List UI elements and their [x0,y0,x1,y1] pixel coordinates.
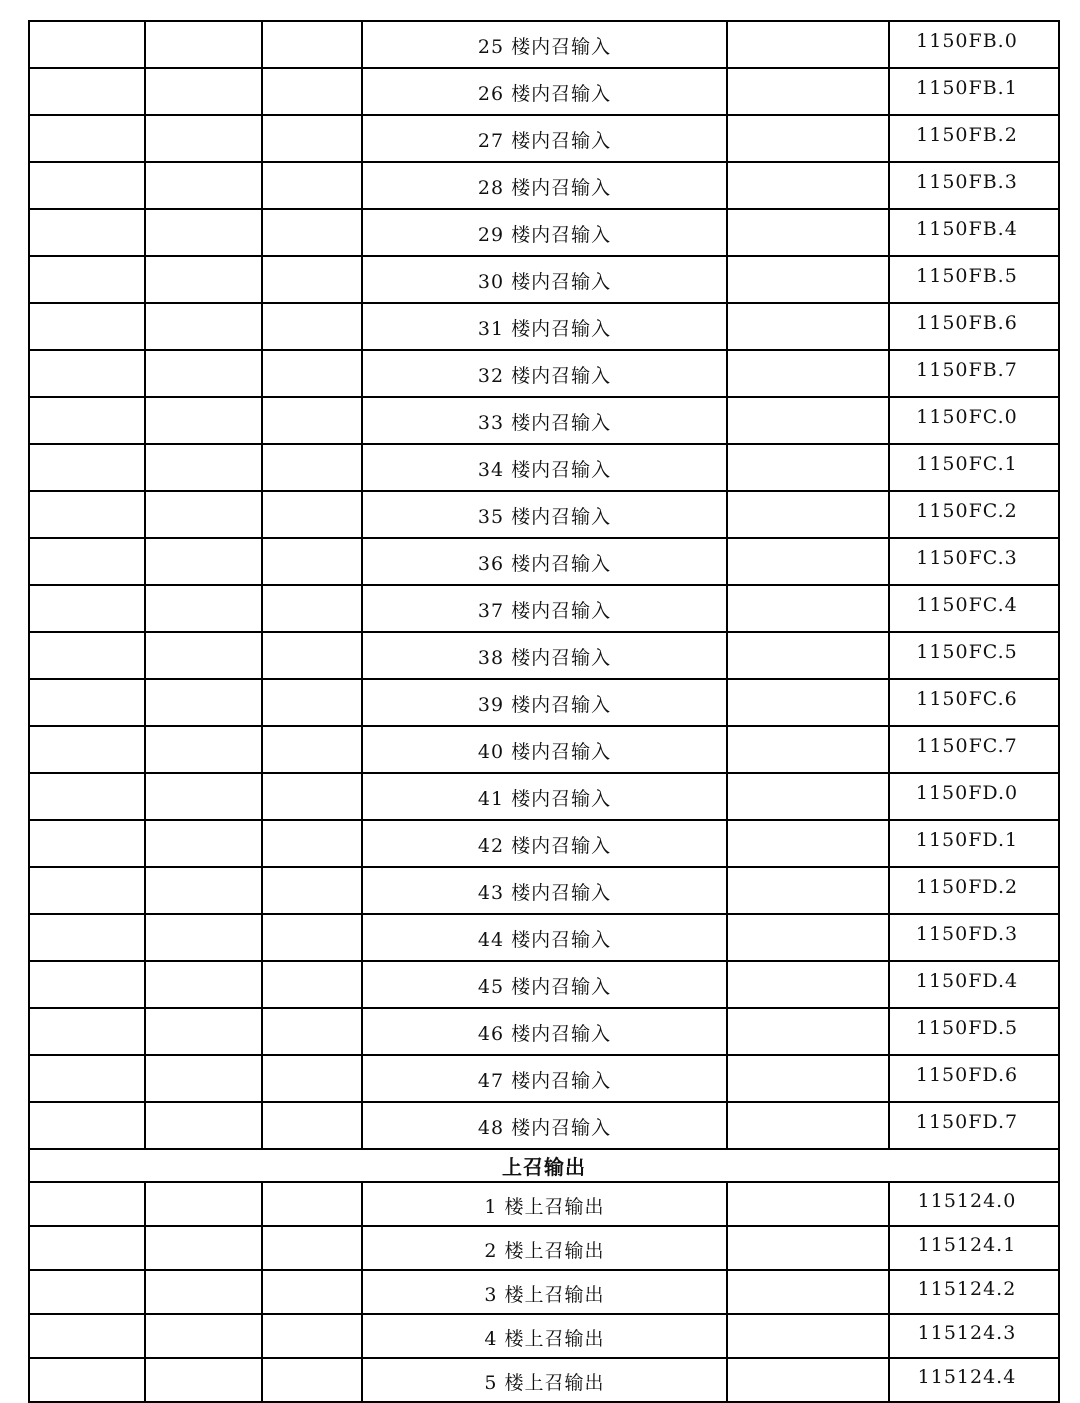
address-cell: 1150FD.5 [889,1008,1059,1055]
empty-cell [145,68,262,115]
address-cell: 1150FC.6 [889,679,1059,726]
signal-description-cell: 30 楼内召输入 [362,256,727,303]
empty-cell [145,773,262,820]
empty-cell [727,162,889,209]
address-cell: 1150FC.4 [889,585,1059,632]
empty-cell [727,679,889,726]
empty-cell [29,632,145,679]
empty-cell [727,1270,889,1314]
table-row [29,1358,1059,1402]
empty-cell [145,1102,262,1149]
table-row [29,1226,1059,1270]
table-row [29,162,1059,209]
table-row [29,820,1059,867]
signal-description-cell: 34 楼内召输入 [362,444,727,491]
empty-cell [262,867,362,914]
empty-cell [727,538,889,585]
address-cell: 1150FC.3 [889,538,1059,585]
empty-cell [145,1314,262,1358]
empty-cell [29,1055,145,1102]
empty-cell [145,632,262,679]
empty-cell [145,961,262,1008]
signal-description-cell: 38 楼内召输入 [362,632,727,679]
empty-cell [29,773,145,820]
empty-cell [262,773,362,820]
empty-cell [145,726,262,773]
address-cell: 1150FD.0 [889,773,1059,820]
empty-cell [262,538,362,585]
signal-description-cell: 5 楼上召输出 [362,1358,727,1402]
address-cell: 115124.0 [889,1182,1059,1226]
table-row [29,961,1059,1008]
empty-cell [727,773,889,820]
empty-cell [145,1358,262,1402]
address-cell: 1150FD.2 [889,867,1059,914]
empty-cell [262,726,362,773]
signal-description-cell: 31 楼内召输入 [362,303,727,350]
table-row [29,350,1059,397]
empty-cell [727,21,889,68]
empty-cell [145,1226,262,1270]
signal-description-cell: 36 楼内召输入 [362,538,727,585]
signal-description-cell: 41 楼内召输入 [362,773,727,820]
empty-cell [29,491,145,538]
empty-cell [145,1055,262,1102]
table-row [29,726,1059,773]
empty-cell [727,209,889,256]
empty-cell [145,303,262,350]
empty-cell [145,162,262,209]
empty-cell [29,538,145,585]
empty-cell [145,1182,262,1226]
empty-cell [262,491,362,538]
table-row [29,1314,1059,1358]
empty-cell [145,397,262,444]
empty-cell [262,444,362,491]
empty-cell [29,444,145,491]
section-header-row [29,1149,1059,1182]
empty-cell [262,115,362,162]
empty-cell [727,115,889,162]
signal-description-cell: 35 楼内召输入 [362,491,727,538]
empty-cell [29,256,145,303]
empty-cell [262,632,362,679]
address-cell: 1150FB.3 [889,162,1059,209]
table-row [29,115,1059,162]
table-row [29,397,1059,444]
empty-cell [262,1008,362,1055]
table-row [29,68,1059,115]
address-cell: 1150FB.6 [889,303,1059,350]
empty-cell [262,914,362,961]
empty-cell [262,820,362,867]
table-row [29,256,1059,303]
empty-cell [145,679,262,726]
empty-cell [262,1314,362,1358]
empty-cell [727,1314,889,1358]
signal-description-cell: 48 楼内召输入 [362,1102,727,1149]
empty-cell [29,585,145,632]
empty-cell [727,1008,889,1055]
empty-cell [145,209,262,256]
table-row [29,1270,1059,1314]
empty-cell [29,1182,145,1226]
table-row [29,867,1059,914]
signal-description-cell: 46 楼内召输入 [362,1008,727,1055]
signal-description-cell: 44 楼内召输入 [362,914,727,961]
signal-description-cell: 33 楼内召输入 [362,397,727,444]
signal-description-cell: 1 楼上召输出 [362,1182,727,1226]
signal-description-cell: 39 楼内召输入 [362,679,727,726]
empty-cell [29,1102,145,1149]
empty-cell [262,679,362,726]
address-cell: 1150FB.7 [889,350,1059,397]
table-row [29,491,1059,538]
table-row [29,444,1059,491]
empty-cell [262,256,362,303]
io-address-table [28,20,1060,1403]
empty-cell [727,491,889,538]
empty-cell [262,585,362,632]
empty-cell [727,1182,889,1226]
empty-cell [29,1358,145,1402]
address-cell: 1150FD.4 [889,961,1059,1008]
empty-cell [727,820,889,867]
signal-description-cell: 37 楼内召输入 [362,585,727,632]
address-cell: 1150FC.7 [889,726,1059,773]
address-cell: 1150FC.5 [889,632,1059,679]
empty-cell [262,961,362,1008]
table-row [29,679,1059,726]
empty-cell [262,1102,362,1149]
address-cell: 1150FB.2 [889,115,1059,162]
table-row [29,773,1059,820]
address-cell: 1150FB.1 [889,68,1059,115]
table-body [29,21,1059,1402]
empty-cell [727,68,889,115]
table-row [29,1182,1059,1226]
address-cell: 1150FD.7 [889,1102,1059,1149]
signal-description-cell: 2 楼上召输出 [362,1226,727,1270]
empty-cell [262,1358,362,1402]
empty-cell [262,1226,362,1270]
signal-description-cell: 45 楼内召输入 [362,961,727,1008]
address-cell: 115124.3 [889,1314,1059,1358]
table-row [29,209,1059,256]
empty-cell [727,1102,889,1149]
empty-cell [145,585,262,632]
table-row [29,632,1059,679]
signal-description-cell: 3 楼上召输出 [362,1270,727,1314]
empty-cell [29,726,145,773]
table-row [29,21,1059,68]
empty-cell [145,256,262,303]
empty-cell [727,1055,889,1102]
table-row [29,1008,1059,1055]
empty-cell [727,1226,889,1270]
empty-cell [29,914,145,961]
empty-cell [262,162,362,209]
empty-cell [727,867,889,914]
empty-cell [29,1226,145,1270]
signal-description-cell: 47 楼内召输入 [362,1055,727,1102]
signal-description-cell: 42 楼内召输入 [362,820,727,867]
empty-cell [727,350,889,397]
table-row [29,585,1059,632]
empty-cell [145,914,262,961]
empty-cell [727,585,889,632]
signal-description-cell: 29 楼内召输入 [362,209,727,256]
table-row [29,303,1059,350]
empty-cell [262,1055,362,1102]
empty-cell [29,209,145,256]
signal-description-cell: 26 楼内召输入 [362,68,727,115]
empty-cell [262,1182,362,1226]
empty-cell [145,350,262,397]
signal-description-cell: 43 楼内召输入 [362,867,727,914]
empty-cell [29,820,145,867]
empty-cell [727,397,889,444]
empty-cell [29,1008,145,1055]
section-title: 上召输出 [29,1149,1059,1182]
empty-cell [29,397,145,444]
empty-cell [29,21,145,68]
signal-description-cell: 28 楼内召输入 [362,162,727,209]
empty-cell [145,820,262,867]
empty-cell [145,1008,262,1055]
empty-cell [29,1270,145,1314]
empty-cell [727,444,889,491]
signal-description-cell: 32 楼内召输入 [362,350,727,397]
address-cell: 1150FD.1 [889,820,1059,867]
empty-cell [145,115,262,162]
empty-cell [727,303,889,350]
empty-cell [145,491,262,538]
empty-cell [727,914,889,961]
empty-cell [145,867,262,914]
address-cell: 1150FD.3 [889,914,1059,961]
empty-cell [145,538,262,585]
empty-cell [262,1270,362,1314]
empty-cell [727,726,889,773]
address-cell: 115124.1 [889,1226,1059,1270]
empty-cell [29,961,145,1008]
empty-cell [29,162,145,209]
empty-cell [262,397,362,444]
empty-cell [145,21,262,68]
address-cell: 1150FD.6 [889,1055,1059,1102]
table-row [29,914,1059,961]
signal-description-cell: 40 楼内召输入 [362,726,727,773]
address-cell: 115124.2 [889,1270,1059,1314]
empty-cell [262,350,362,397]
empty-cell [29,303,145,350]
address-cell: 1150FC.1 [889,444,1059,491]
empty-cell [29,1314,145,1358]
signal-description-cell: 4 楼上召输出 [362,1314,727,1358]
empty-cell [727,256,889,303]
address-cell: 1150FC.2 [889,491,1059,538]
table-row [29,1055,1059,1102]
empty-cell [727,961,889,1008]
empty-cell [262,303,362,350]
empty-cell [727,1358,889,1402]
address-cell: 1150FC.0 [889,397,1059,444]
empty-cell [29,679,145,726]
empty-cell [727,632,889,679]
signal-description-cell: 27 楼内召输入 [362,115,727,162]
table-row [29,1102,1059,1149]
empty-cell [145,1270,262,1314]
signal-description-cell: 25 楼内召输入 [362,21,727,68]
empty-cell [262,209,362,256]
address-cell: 1150FB.0 [889,21,1059,68]
address-cell: 115124.4 [889,1358,1059,1402]
empty-cell [29,115,145,162]
empty-cell [29,350,145,397]
empty-cell [29,68,145,115]
empty-cell [262,21,362,68]
table-row [29,538,1059,585]
empty-cell [262,68,362,115]
address-cell: 1150FB.4 [889,209,1059,256]
empty-cell [29,867,145,914]
address-cell: 1150FB.5 [889,256,1059,303]
empty-cell [145,444,262,491]
